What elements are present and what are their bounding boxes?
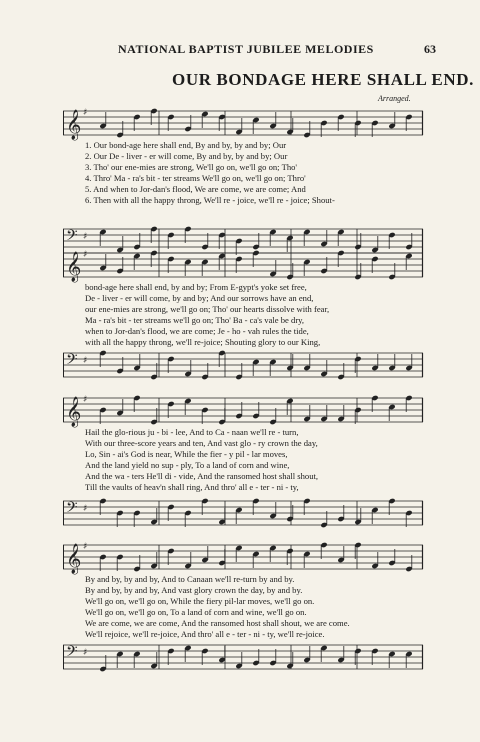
lyric-line: Hail the glo-rious ju - bi - lee, And to Ca - naan we'll re - turn, — [85, 427, 299, 437]
treble-clef-icon: 𝄞 — [66, 110, 82, 140]
bass-clef-icon: 𝄢 — [66, 227, 78, 248]
key-sharp-icon: ♯ — [83, 250, 88, 260]
lyric-line: And the land yield no sup - ply, To a land of corn and wine, — [85, 460, 290, 470]
bass-clef-icon: 𝄢 — [66, 351, 78, 372]
lyric-line: 4. Thro' Ma - ra's bit - ter streams We'll go on, we'll go on; Thro' — [85, 173, 306, 183]
key-sharp-icon: ♯ — [83, 232, 88, 242]
bass-clef-icon: 𝄢 — [66, 643, 78, 664]
lyric-line: Lo, Sin - ai's God is near, While the fier - y pil - lar moves, — [85, 449, 288, 459]
lyrics-block — [85, 427, 419, 493]
lyric-line: De - liver - er will come, by and by; And our sorrows have an end, — [85, 293, 314, 303]
lyrics-block — [85, 574, 419, 640]
lyric-line: 1. Our bond-age here shall end, By and by, by and by; Our — [85, 140, 287, 150]
bass-clef-icon: 𝄢 — [66, 499, 78, 520]
arranger-credit: Arranged. — [378, 94, 411, 103]
lyric-line: With our three-score years and ten, And vast glo - ry crown the day, — [85, 438, 318, 448]
treble-staff — [63, 542, 423, 572]
key-sharp-icon: ♯ — [83, 504, 88, 514]
lyric-line: We'll go on, we'll go on, To a land of corn and wine, we'll go on. — [85, 607, 307, 617]
lyric-line: Till the vaults of heav'n shall ring, And thro' all e - ter - ni - ty, — [85, 482, 299, 492]
key-sharp-icon: ♯ — [83, 108, 88, 118]
key-sharp-icon: ♯ — [83, 648, 88, 658]
lyric-line: By and by, by and by, And to Canaan we'll re-turn by and by. — [85, 574, 295, 584]
lyric-line: when to Jor-dan's flood, we are come; Je - ho - vah rules the tide, — [85, 326, 309, 336]
treble-staff — [63, 395, 423, 425]
lyric-line: with all the happy throng, we'll re-joice; Shouting glory to our King, — [85, 337, 321, 347]
key-sharp-icon: ♯ — [83, 356, 88, 366]
lyric-line: By and by, by and by, And vast glory crown the day, by and by. — [85, 585, 303, 595]
lyric-line: And the wa - ters He'll di - vide, And the ransomed host shall shout, — [85, 471, 319, 481]
treble-clef-icon: 𝄞 — [66, 544, 82, 574]
lyric-line: 5. And when to Jor-dan's flood, We are come, we are come; And — [85, 184, 306, 194]
bass-staff — [63, 350, 423, 380]
page-header — [0, 42, 480, 58]
lyric-line: our ene-mies are strong, we'll go on; Tho' our hearts dissolve with fear, — [85, 304, 330, 314]
lyric-line: We'll go on, we'll go on, While the fiery pil-lar moves, we'll go on. — [85, 596, 315, 606]
key-sharp-icon: ♯ — [83, 395, 88, 405]
page-number: 63 — [424, 42, 436, 56]
lyrics-block — [85, 140, 419, 206]
lyric-line: We are come, we are come, And the ransomed host shall shout, we are come. — [85, 618, 350, 628]
lyric-line: 2. Our De - liver - er will come, By and by, by and by; Our — [85, 151, 288, 161]
lyrics-block — [85, 282, 419, 348]
running-title: NATIONAL BAPTIST JUBILEE MELODIES — [118, 42, 374, 56]
lyric-line: 6. Then with all the happy throng, We'll re - joice, we'll re - joice; Shout- — [85, 195, 335, 205]
lyric-line: 3. Tho' our ene-mies are strong, We'll go on, we'll go on; Tho' — [85, 162, 297, 172]
lyric-line: Ma - ra's bit - ter streams we'll go on; Tho' Ba - ca's vale be dry, — [85, 315, 305, 325]
treble-staff — [63, 250, 423, 280]
treble-staff — [63, 108, 423, 138]
treble-clef-icon: 𝄞 — [66, 397, 82, 427]
treble-clef-icon: 𝄞 — [66, 252, 82, 282]
bass-staff — [63, 642, 423, 672]
lyric-line: We'll rejoice, we'll re-joice, And thro' all e - ter - ni - ty, we'll re-joice. — [85, 629, 325, 639]
song-title: OUR BONDAGE HERE SHALL END. — [172, 70, 474, 89]
lyric-line: bond-age here shall end, by and by; From E-gypt's yoke set free, — [85, 282, 307, 292]
key-sharp-icon: ♯ — [83, 542, 88, 552]
bass-staff — [63, 498, 423, 528]
